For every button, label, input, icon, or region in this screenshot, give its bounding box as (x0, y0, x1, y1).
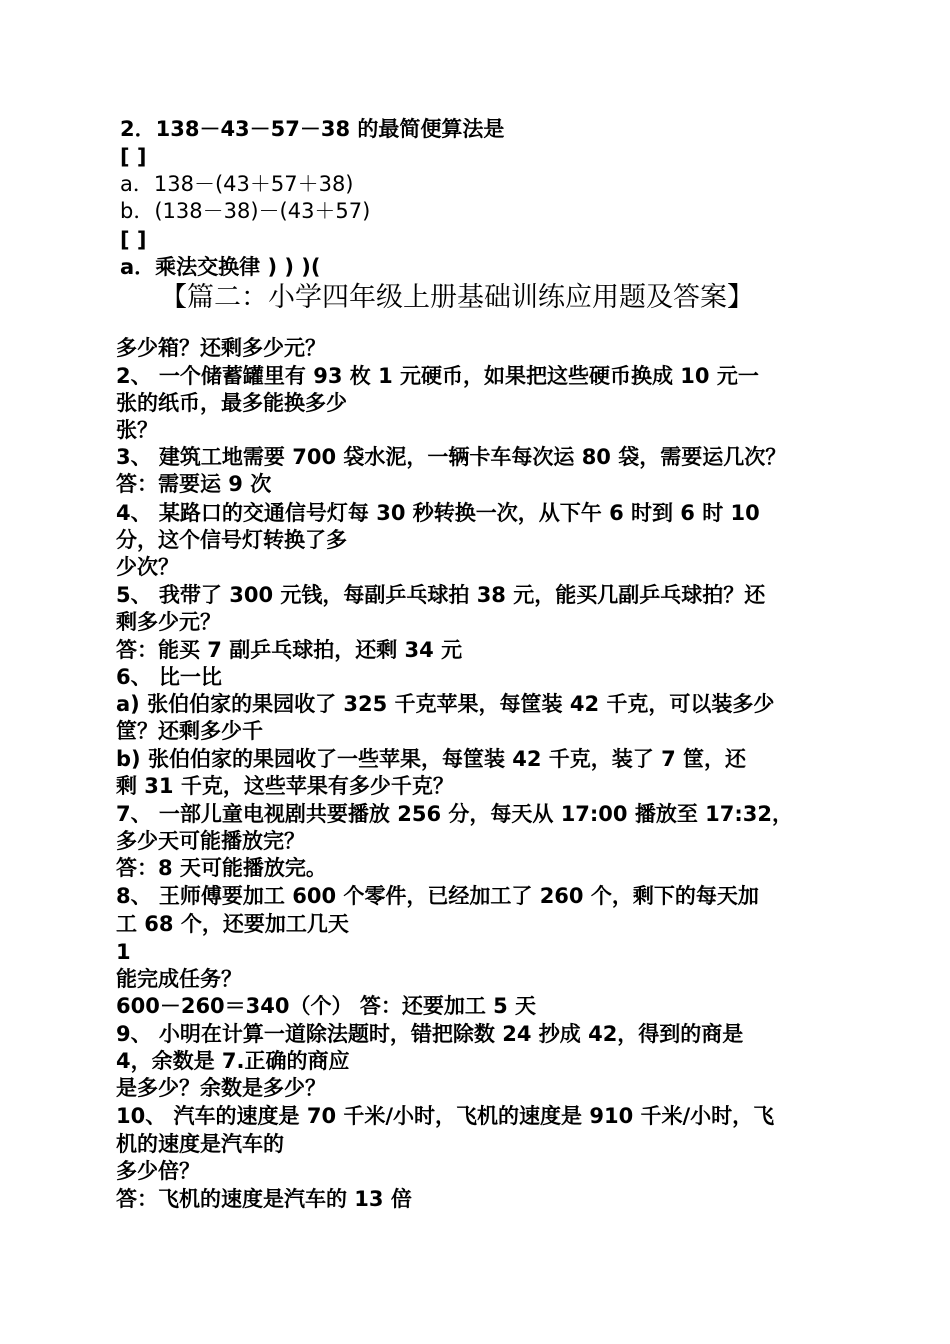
question-6b-line: b) 张伯伯家的果园收了一些苹果，每筐装 42 千克，装了 7 筐，还 (116, 747, 747, 771)
question-10-line: 10、 汽车的速度是 70 千米/小时，飞机的速度是 910 千米/小时，飞 (116, 1104, 775, 1128)
text-line: 张？ (116, 418, 158, 442)
question-7-line: 7、 一部儿童电视剧共要播放 256 分，每天从 17:00 播放至 17:32， (116, 802, 794, 826)
answer-line: 答：8 天可能播放完。 (116, 856, 327, 880)
question-6a-line: a) 张伯伯家的果园收了 325 千克苹果，每筐装 42 千克，可以装多少 (116, 692, 775, 716)
question-3-line: 3、 建筑工地需要 700 袋水泥，一辆卡车每次运 80 袋，需要运几次？ (116, 445, 787, 469)
question-2-line: 2、 一个储蓄罐里有 93 枚 1 元硬币，如果把这些硬币换成 10 元一 (116, 364, 759, 388)
text-line: 剩多少元？ (116, 610, 221, 634)
text-line: 多少天可能播放完？ (116, 829, 305, 853)
text-line: 机的速度是汽车的 (116, 1132, 284, 1156)
option-b: b．(138－38)－(43＋57) (120, 199, 371, 223)
question-8-line: 8、 王师傅要加工 600 个零件，已经加工了 260 个，剩下的每天加 (116, 884, 759, 908)
answer-line: 答：需要运 9 次 (116, 472, 272, 496)
question-9-line: 9、 小明在计算一道除法题时，错把除数 24 抄成 42，得到的商是 (116, 1022, 744, 1046)
text-line: 少次？ (116, 555, 179, 579)
page-number: 1 (116, 940, 131, 964)
text-line: 能完成任务？ (116, 967, 242, 991)
answer-bracket: [ ] (120, 145, 147, 169)
question-2-line: 2．138－43－57－38 的最简便算法是 (120, 117, 505, 141)
text-line: 多少箱？还剩多少元？ (116, 336, 326, 360)
text-line: 4，余数是 7.正确的商应 (116, 1049, 350, 1073)
option-a: a．乘法交换律 ) ) )( (120, 255, 321, 279)
text-line: 张的纸币，最多能换多少 (116, 391, 347, 415)
question-4-line: 4、 某路口的交通信号灯每 30 秒转换一次，从下午 6 时到 6 时 10 (116, 501, 760, 525)
option-a: a．138－(43＋57＋38) (120, 172, 354, 196)
text-line: 多少倍？ (116, 1159, 200, 1183)
answer-line: 答：能买 7 副乒乓球拍，还剩 34 元 (116, 638, 463, 662)
text-line: 工 68 个，还要加工几天 (116, 912, 349, 936)
text-line: 是多少？余数是多少？ (116, 1076, 326, 1100)
text-line: 分，这个信号灯转换了多 (116, 528, 347, 552)
answer-line: 答：飞机的速度是汽车的 13 倍 (116, 1187, 412, 1211)
question-5-line: 5、 我带了 300 元钱，每副乒乓球拍 38 元，能买几副乒乓球拍？还 (116, 583, 766, 607)
section-heading: 【篇二：小学四年级上册基础训练应用题及答案】 (160, 282, 754, 313)
answer-line: 600－260＝340（个） 答：还要加工 5 天 (116, 994, 537, 1018)
text-line: 剩 31 千克，这些苹果有多少千克？ (116, 774, 454, 798)
question-6-line: 6、 比一比 (116, 665, 222, 689)
answer-bracket: [ ] (120, 228, 147, 252)
text-line: 筐？还剩多少千 (116, 719, 263, 743)
